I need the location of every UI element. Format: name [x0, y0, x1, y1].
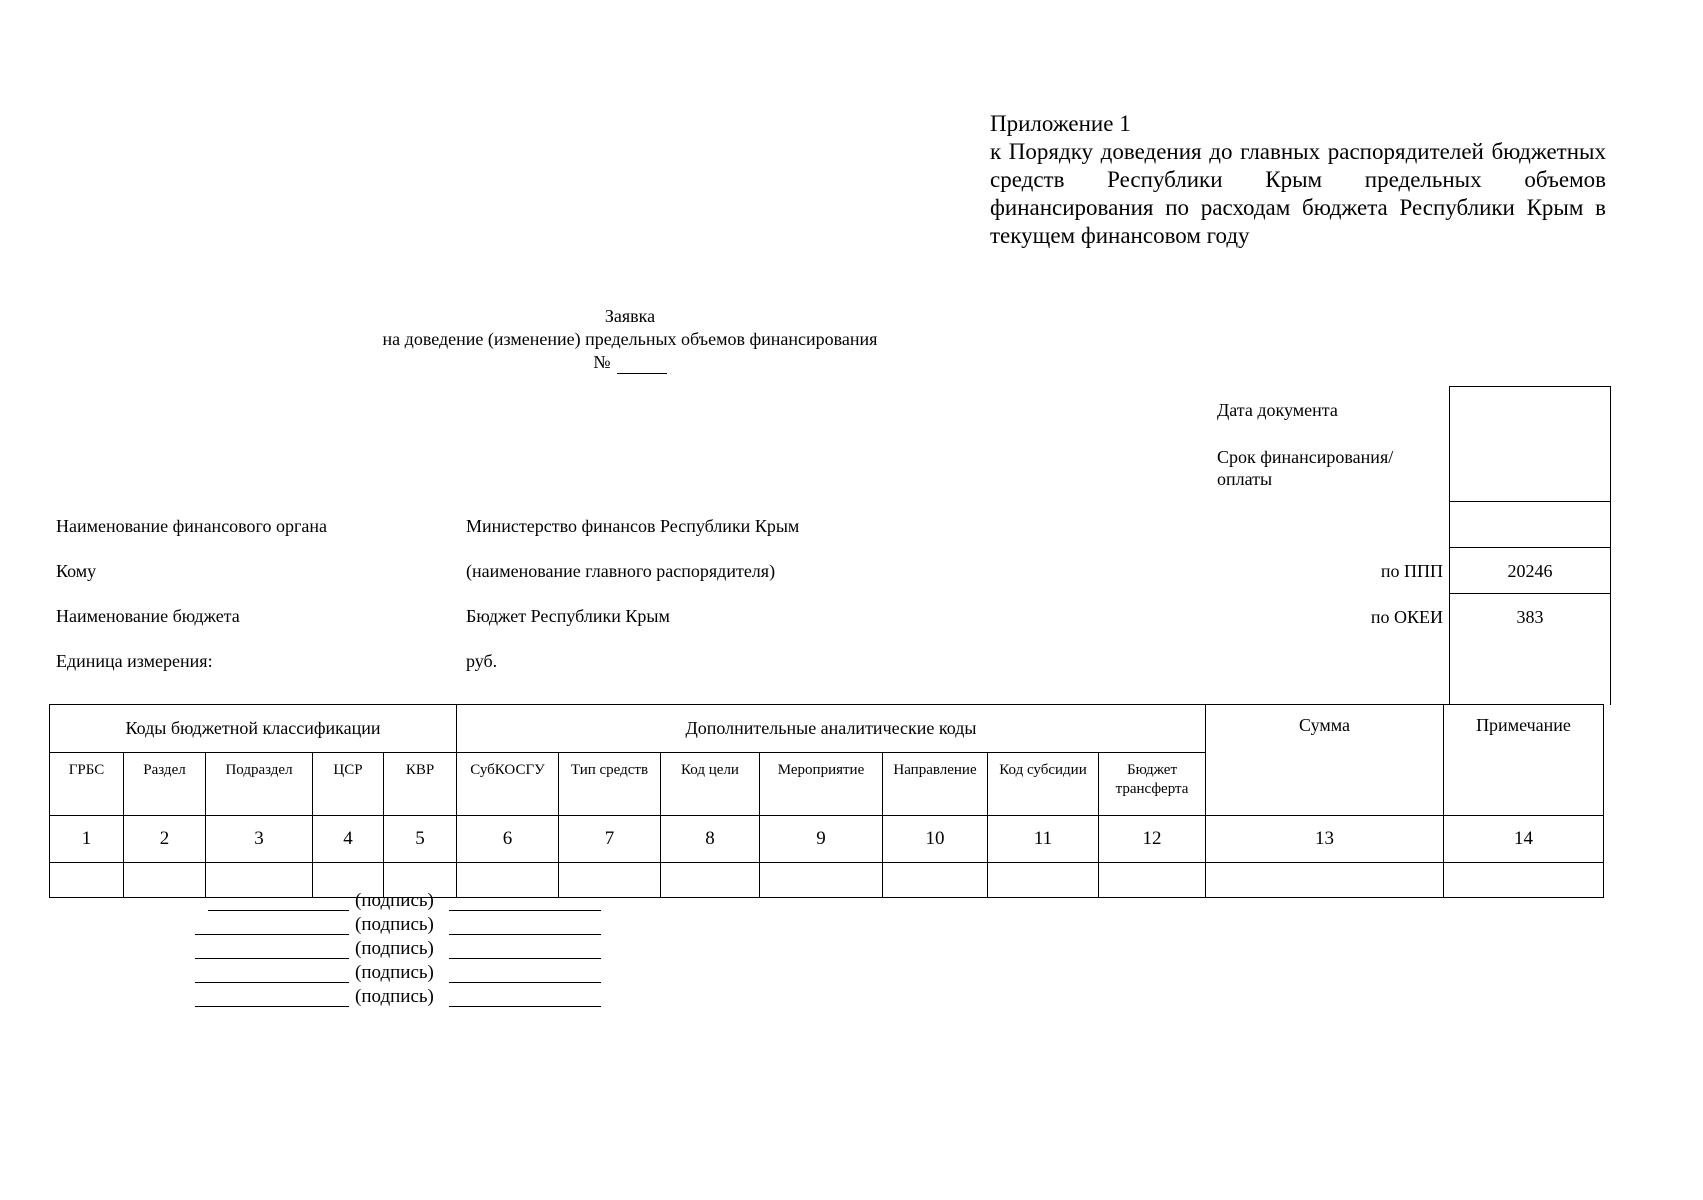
col-header-grbs: ГРБС: [50, 753, 124, 816]
col-header-event: Мероприятие: [760, 753, 883, 816]
request-subtitle: на доведение (изменение) предельных объемов финансирования: [382, 329, 878, 349]
codes-box-divider: [1449, 501, 1611, 502]
signature-name-line: [195, 982, 349, 983]
date-label: Дата документа: [1217, 400, 1338, 420]
to-value: (наименование главного распорядителя): [466, 561, 776, 581]
col-header-csr: ЦСР: [313, 753, 384, 816]
column-number: 1: [50, 816, 124, 863]
column-number: 3: [206, 816, 313, 863]
column-number: 6: [457, 816, 559, 863]
number-blank: [617, 357, 667, 374]
unit-label: Единица измерения:: [56, 651, 213, 671]
col-header-funds-type: Тип средств: [559, 753, 661, 816]
signature-line: [449, 910, 601, 911]
signature-name-line: [195, 1006, 349, 1007]
table-cell: [1444, 863, 1604, 898]
col-header-direction: Направление: [883, 753, 988, 816]
table-row: [50, 863, 1604, 898]
table-cell: [124, 863, 206, 898]
request-title: Заявка: [604, 306, 656, 326]
table-cell: [661, 863, 760, 898]
unit-value: руб.: [466, 651, 498, 671]
table-cell: [1099, 863, 1206, 898]
col-header-razdel: Раздел: [124, 753, 206, 816]
fin-org-value: Министерство финансов Республики Крым: [466, 516, 800, 536]
codes-box-divider: [1449, 547, 1611, 548]
table-cell: [883, 863, 988, 898]
column-number: 10: [883, 816, 988, 863]
budget-table: [49, 704, 1604, 898]
budget-value: Бюджет Республики Крым: [466, 606, 670, 626]
table-cell: [457, 863, 559, 898]
appendix-title: Приложение 1: [990, 111, 1131, 136]
col-header-target-code: Код цели: [661, 753, 760, 816]
group-header-analytic: Дополнительные аналитические коды: [457, 705, 1206, 753]
signature-label: (подпись): [355, 914, 434, 935]
table-cell: [50, 863, 124, 898]
signature-name-line: [208, 910, 349, 911]
table-cell: [760, 863, 883, 898]
to-label: Кому: [56, 561, 97, 581]
column-number: 13: [1206, 816, 1444, 863]
signature-line: [449, 958, 601, 959]
column-number: 8: [661, 816, 760, 863]
ppp-value: 20246: [1507, 561, 1553, 581]
column-number: 4: [313, 816, 384, 863]
column-number: 12: [1099, 816, 1206, 863]
column-number: 7: [559, 816, 661, 863]
fin-org-label: Наименование финансового органа: [56, 516, 327, 536]
header-sum: Сумма: [1206, 705, 1444, 816]
column-number: 2: [124, 816, 206, 863]
signature-line: [449, 934, 601, 935]
term-label: Срок финансирования/ оплаты: [1217, 447, 1394, 489]
appendix-text: к Порядку доведения до главных распорядителей бюджетных средств Республики Крым предельных объемов финансирования по расходам бюджета Республики Крым в текущем финансовом году: [990, 139, 1606, 248]
signature-name-line: [195, 958, 349, 959]
number-label: №: [593, 352, 611, 372]
column-number: 14: [1444, 816, 1604, 863]
column-number: 9: [760, 816, 883, 863]
col-header-podrazdel: Подраздел: [206, 753, 313, 816]
request-number: [0, 351, 1260, 374]
group-header-classification: Коды бюджетной классификации: [50, 705, 457, 753]
header-note: Примечание: [1444, 705, 1604, 816]
col-header-transfer-budget: Бюджет трансферта: [1099, 753, 1206, 816]
appendix-block: [990, 110, 1606, 250]
okei-value: 383: [1516, 607, 1544, 627]
signature-label: (подпись): [355, 938, 434, 959]
ppp-label: по ППП: [1380, 561, 1443, 581]
signature-label: (подпись): [355, 890, 434, 911]
col-header-kvr: КВР: [384, 753, 457, 816]
signature-label: (подпись): [355, 986, 434, 1007]
signature-label: (подпись): [355, 962, 434, 983]
table-cell: [559, 863, 661, 898]
table-cell: [988, 863, 1099, 898]
col-header-subsidy-code: Код субсидии: [988, 753, 1099, 816]
okei-label: по ОКЕИ: [1370, 607, 1443, 627]
budget-label: Наименование бюджета: [56, 606, 240, 626]
codes-box: [1449, 386, 1611, 705]
column-number: 5: [384, 816, 457, 863]
signature-name-line: [195, 934, 349, 935]
col-header-subkosgu: СубКОСГУ: [457, 753, 559, 816]
table-cell: [1206, 863, 1444, 898]
signature-line: [449, 1006, 601, 1007]
column-number: 11: [988, 816, 1099, 863]
signature-line: [449, 982, 601, 983]
codes-box-divider: [1449, 593, 1611, 594]
table-cell: [206, 863, 313, 898]
